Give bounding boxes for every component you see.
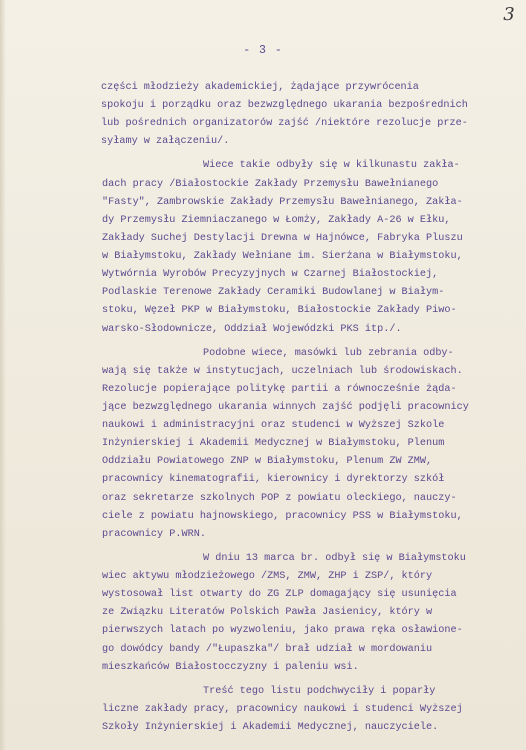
text-line: Podlaskie Terenowe Zakłady Ceramiki Budowlanej w Białym- — [102, 287, 445, 298]
text-line: Zakłady Suchej Destylacji Drewna w Hajnówce, Fabryka Pluszu — [102, 233, 463, 244]
text-line: ze Związku Literatów Polskich Pawła Jasienicy, który w — [102, 607, 433, 618]
text-line: naukowi i administracyjni oraz studenci w Wyższej Szkole — [102, 420, 445, 431]
text-line: stoku, Węzeł PKP w Białymstoku, Białostockie Zakłady Piwo- — [102, 305, 457, 316]
text-line: "Fasty", Zambrowskie Zakłady Przemysłu Bawełnianego, Zakła- — [102, 197, 463, 208]
text-line: wają się także w instytucjach, uczelniach lub środowiskach. — [102, 366, 463, 377]
text-line: jące bezwzględnego ukarania winnych zajść podjęli pracownicy — [102, 402, 469, 413]
text-line: liczne zakłady pracy, pracownicy naukowi i studenci Wyższej — [102, 704, 463, 715]
text-line: Treść tego listu podchwyciły i poparły — [203, 686, 436, 697]
text-line: syłamy w załączeniu/. — [101, 136, 230, 147]
text-line: dy Przemysłu Ziemniaczanego w Łomży, Zakłady A-26 w Ełku, — [102, 215, 451, 226]
text-line: warsko-Słodownicze, Oddział Wojewódzki PKS itp./. — [102, 324, 402, 335]
text-line: Wiece takie odbyły się w kilkunastu zakła- — [203, 160, 460, 171]
paper-edge-shadow — [0, 0, 6, 750]
text-line: wystosował list otwarty do ZG ZLP domagający się usunięcia — [102, 589, 457, 600]
text-line: W dniu 13 marca br. odbył się w Białymstoku — [203, 553, 466, 564]
page-number: - 3 - — [243, 44, 283, 57]
handwritten-page-number: 3 — [503, 4, 515, 25]
text-line: pracownicy kinematografii, kierownicy i dyrektorzy szkół — [102, 474, 445, 485]
text-line: Szkoły Inżynierskiej i Akademii Medycznej, nauczyciele. — [102, 722, 439, 733]
text-line: Oddziału Powiatowego ZNP w Białymstoku, Plenum ZW ZMW, — [102, 456, 433, 467]
text-line: spokoju i porządku oraz bezwzględnego ukarania bezpośrednich — [101, 100, 468, 111]
text-line: Wytwórnia Wyrobów Precyzyjnych w Czarnej Białostockiej, — [102, 269, 439, 280]
text-line: dach pracy /Białostockie Zakłady Przemysłu Bawełnianego — [102, 179, 439, 190]
text-line: mieszkańców Białostocczyzny i paleniu wsi. — [102, 662, 359, 673]
text-line: Podobne wiece, masówki lub zebrania odby- — [203, 348, 454, 359]
text-line: wiec aktywu młodzieżowego /ZMS, ZMW, ZHP i ZSP/, który — [102, 571, 433, 582]
text-line: lub pośrednich organizatorów zajść /niektóre rezolucje prze- — [101, 118, 468, 129]
text-line: pracownicy P.WRN. — [102, 529, 206, 540]
text-line: Rezolucje popierające politykę partii a równocześnie żąda- — [102, 384, 457, 395]
text-line: oraz sekretarze szkolnych POP z powiatu oleckiego, nauczy- — [102, 493, 457, 504]
text-line: go dowódcy bandy /"Łupaszka"/ brał udział w mordowaniu — [102, 644, 433, 655]
text-line: Inżynierskiej i Akademii Medycznej w Białymstoku, Plenum — [102, 438, 445, 449]
text-line: w Białymstoku, Zakłady Wełniane im. Sierżana w Białymstoku, — [102, 251, 463, 262]
text-line: ciele z powiatu hajnowskiego, pracownicy PSS w Białymstoku, — [102, 511, 463, 522]
text-line: części młodzieży akademickiej, żądające przywrócenia — [101, 82, 419, 93]
text-line: pierwszych latach po wyzwoleniu, jako prawa ręka osławione- — [102, 625, 463, 636]
